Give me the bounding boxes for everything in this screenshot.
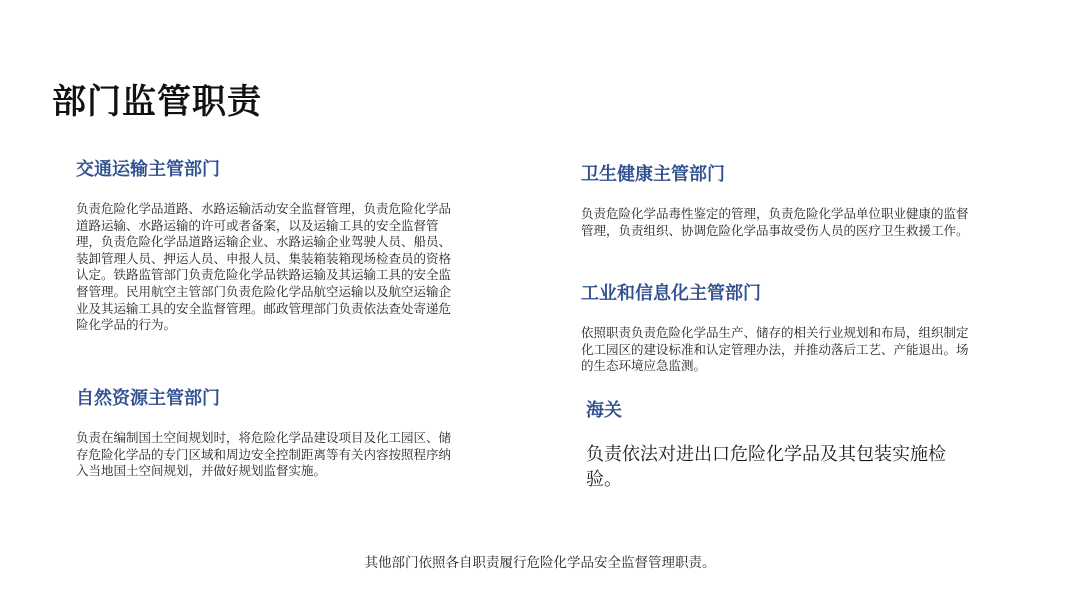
section-transport: [76, 155, 456, 334]
page-title: 部门监管职责: [52, 82, 262, 122]
section-title-health: 卫生健康主管部门: [581, 164, 725, 185]
section-title-transport: 交通运输主管部门: [76, 159, 220, 180]
section-body-natural-resources: 负责在编制国土空间规划时，将危险化学品建设项目及化工园区、储存危险化学品的专门区域和周边安全控制距离等有关内容按照程序纳入当地国土空间规划，并做好规划监督实施。: [76, 430, 452, 479]
section-title-customs: 海关: [586, 400, 622, 421]
section-body-industry: 依照职责负责危险化学品生产、储存的相关行业规划和布局，组织制定化工园区的建设标准和认定管理办法，并推动落后工艺、产能退出。场的生态环境应急监测。: [581, 325, 969, 374]
section-title-natural-resources: 自然资源主管部门: [76, 388, 220, 409]
footer-note: 其他部门依照各自职责履行危险化学品安全监督管理职责。: [364, 555, 716, 571]
section-body-transport: 负责危险化学品道路、水路运输活动安全监督管理，负责危险化学品道路运输、水路运输的许可或者备案，以及运输工具的安全监督管理，负责危险化学品道路运输企业、水路运输企业驾驶人员、船员、装卸管理人员、押运人员、申报人员、集装箱装箱现场检查员的资格认定。铁路监管部门负责危险化学品铁路运输及其运输工具的安全监督管理。民用航空主管部门负责危险化学品航空运输以及航空运输企业及其运输工具的安全监督管理。邮政管理部门负责依法查处寄递危险化学品的行为。: [76, 201, 452, 333]
section-body-customs: 负责依法对进出口危险化学品及其包装实施检验。: [586, 444, 946, 490]
section-title-industry: 工业和信息化主管部门: [581, 283, 761, 304]
section-customs: [586, 396, 966, 492]
section-body-health: 负责危险化学品毒性鉴定的管理，负责危险化学品单位职业健康的监督管理，负责组织、协调危险化学品事故受伤人员的医疗卫生救援工作。: [581, 206, 969, 238]
section-natural-resources: [76, 384, 456, 480]
section-industry: [581, 279, 973, 375]
section-health: [581, 160, 973, 239]
